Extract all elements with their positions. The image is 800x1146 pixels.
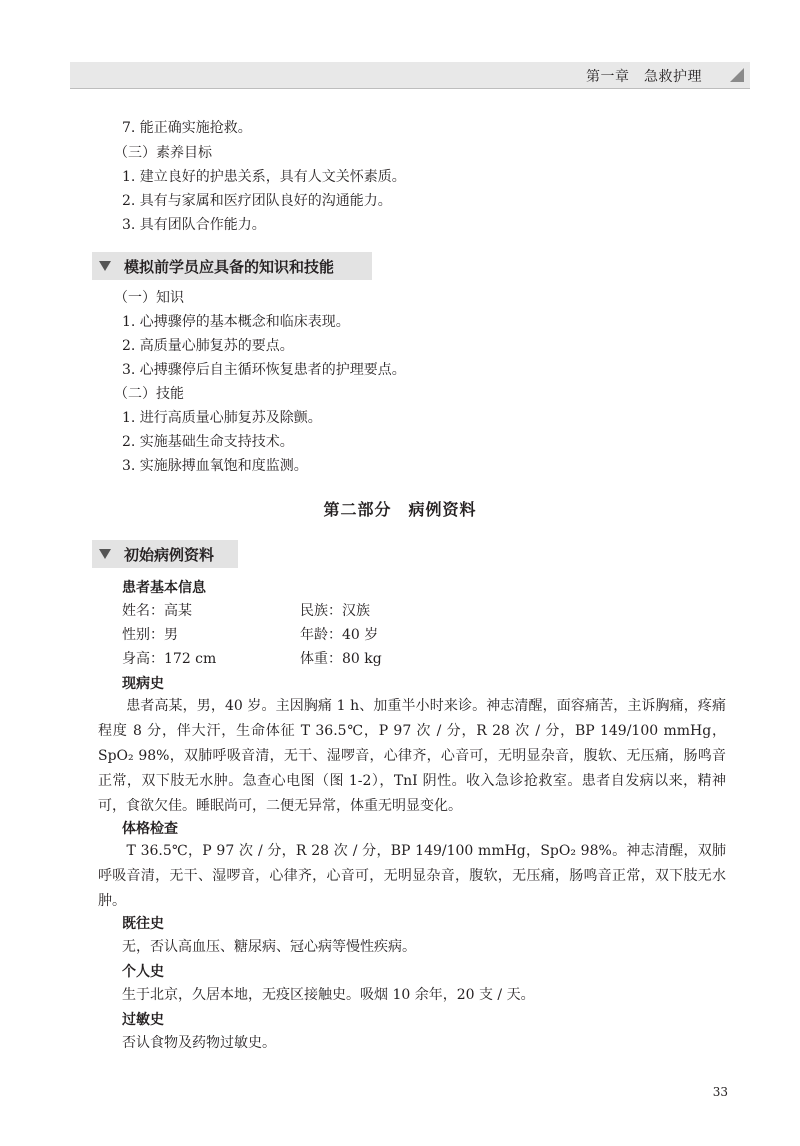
section-heading (92, 540, 238, 568)
section-heading (92, 252, 372, 280)
subheading: （二）技能 (114, 386, 184, 402)
chapter-title: 第一章 急救护理 (586, 69, 702, 85)
info-heading: 患者基本信息 (122, 580, 206, 596)
triangle-down-icon (99, 549, 111, 559)
list-item: 1. 心搏骤停的基本概念和临床表现。 (122, 314, 350, 330)
field-age: 年龄：40 岁 (300, 627, 379, 643)
list-item: 1. 建立良好的护患关系，具有人文关怀素质。 (122, 169, 406, 185)
allergy-heading: 过敏史 (122, 1012, 164, 1028)
list-item: 2. 具有与家属和医疗团队良好的沟通能力。 (122, 193, 392, 209)
list-item: 2. 实施基础生命支持技术。 (122, 434, 294, 450)
personal-history-heading: 个人史 (122, 964, 164, 980)
subheading: （一）知识 (114, 290, 184, 306)
list-item: 2. 高质量心肺复苏的要点。 (122, 338, 294, 354)
field-ethnicity: 民族：汉族 (300, 603, 370, 619)
section-title: 初始病例资料 (124, 546, 215, 564)
field-height: 身高：172 cm (122, 651, 217, 667)
allergy-text: 否认食物及药物过敏史。 (122, 1035, 276, 1051)
field-sex: 性别：男 (122, 627, 178, 643)
hpi-heading: 现病史 (122, 676, 164, 692)
list-item: 3. 具有团队合作能力。 (122, 217, 266, 233)
field-name: 姓名：高某 (122, 603, 192, 619)
past-history-heading: 既往史 (122, 916, 164, 932)
list-item: 3. 实施脉搏血氧饱和度监测。 (122, 458, 308, 474)
triangle-down-icon (99, 261, 111, 271)
past-history-text: 无，否认高血压、糖尿病、冠心病等慢性疾病。 (122, 939, 416, 955)
exam-heading: 体格检查 (122, 821, 178, 837)
corner-triangle-icon (730, 68, 744, 82)
list-item: 3. 心搏骤停后自主循环恢复患者的护理要点。 (122, 362, 406, 378)
list-item: 1. 进行高质量心肺复苏及除颤。 (122, 410, 322, 426)
running-header (70, 62, 750, 89)
section-title: 模拟前学员应具备的知识和技能 (124, 258, 335, 276)
field-weight: 体重：80 kg (300, 651, 382, 667)
subheading: （三）素养目标 (114, 145, 212, 161)
hpi-paragraph: 患者高某，男，40 岁。主因胸痛 1 h、加重半小时来诊。神志清醒，面容痛苦，主诉胸痛，疼痛程度 8 分，伴大汗，生命体征 T 36.5℃，P 97 次 / 分，R 28 次 / 分，BP 149/100 mmHg，SpO₂ 98%，双肺呼吸音清，无干、湿啰音，心律齐，心音可，无明显杂音，腹软、无压痛，肠鸣音正常，双下肢无水肿。急查心电图（图 1-2），TnI 阴性。收入急诊抢救室。患者自发病以来，精神可，食欲欠佳。睡眠尚可，二便无异常，体重无明显变化。 (98, 698, 726, 814)
exam-paragraph: T 36.5℃，P 97 次 / 分，R 28 次 / 分，BP 149/100 mmHg，SpO₂ 98%。神志清醒，双肺呼吸音清，无干、湿啰音，心律齐，心音可，无明显杂音，腹软，无压痛，肠鸣音正常，双下肢无水肿。 (98, 843, 726, 909)
page-number: 33 (712, 1085, 728, 1099)
personal-history-text: 生于北京，久居本地，无疫区接触史。吸烟 10 余年，20 支 / 天。 (122, 987, 535, 1003)
part-title: 第二部分 病例资料 (323, 500, 477, 519)
list-item: 7. 能正确实施抢救。 (122, 120, 252, 136)
